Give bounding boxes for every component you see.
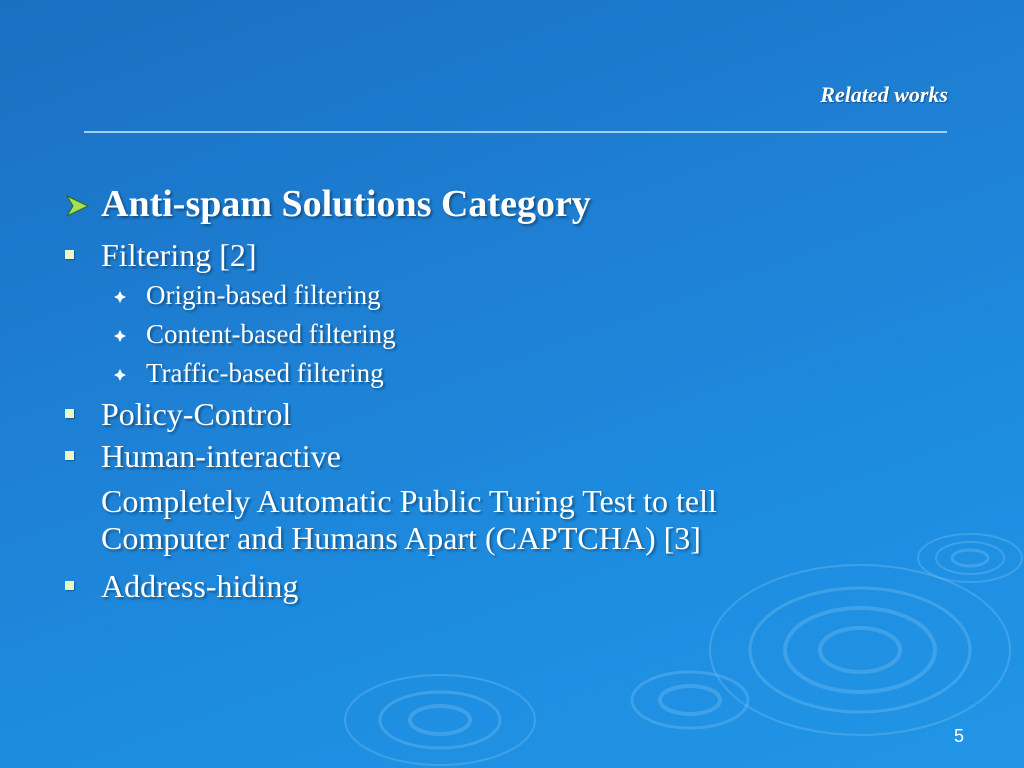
sublist-item: Origin-based filtering [64, 277, 964, 313]
list-item-human-interactive: Human-interactive [64, 437, 964, 475]
list-item-heading [64, 180, 964, 232]
diamond-bullet-icon [114, 330, 126, 342]
diamond-bullet-icon [114, 369, 126, 381]
sublist-item: Content-based filtering [64, 316, 964, 352]
captcha-description: Completely Automatic Public Turing Test to tell Computer and Humans Apart (CAPTCHA) [3] [101, 483, 717, 556]
diamond-bullet-icon [114, 291, 126, 303]
square-bullet-icon [65, 581, 74, 590]
square-bullet-icon [65, 409, 74, 418]
arrow-bullet-icon [64, 194, 92, 218]
square-bullet-icon [65, 250, 74, 259]
list-item-address-hiding: Address-hiding [64, 567, 964, 605]
header-divider [84, 131, 947, 133]
sublist-item: Traffic-based filtering [64, 355, 964, 391]
slide-section-title: Related works [820, 82, 948, 107]
slide-number: 5 [953, 726, 964, 746]
heading-text: Anti-spam Solutions Category [101, 183, 591, 225]
slide-content [64, 180, 964, 605]
list-item-policy-control: Policy-Control [64, 395, 964, 433]
list-item-filtering: Filtering [2] [64, 236, 964, 274]
square-bullet-icon [65, 451, 74, 460]
